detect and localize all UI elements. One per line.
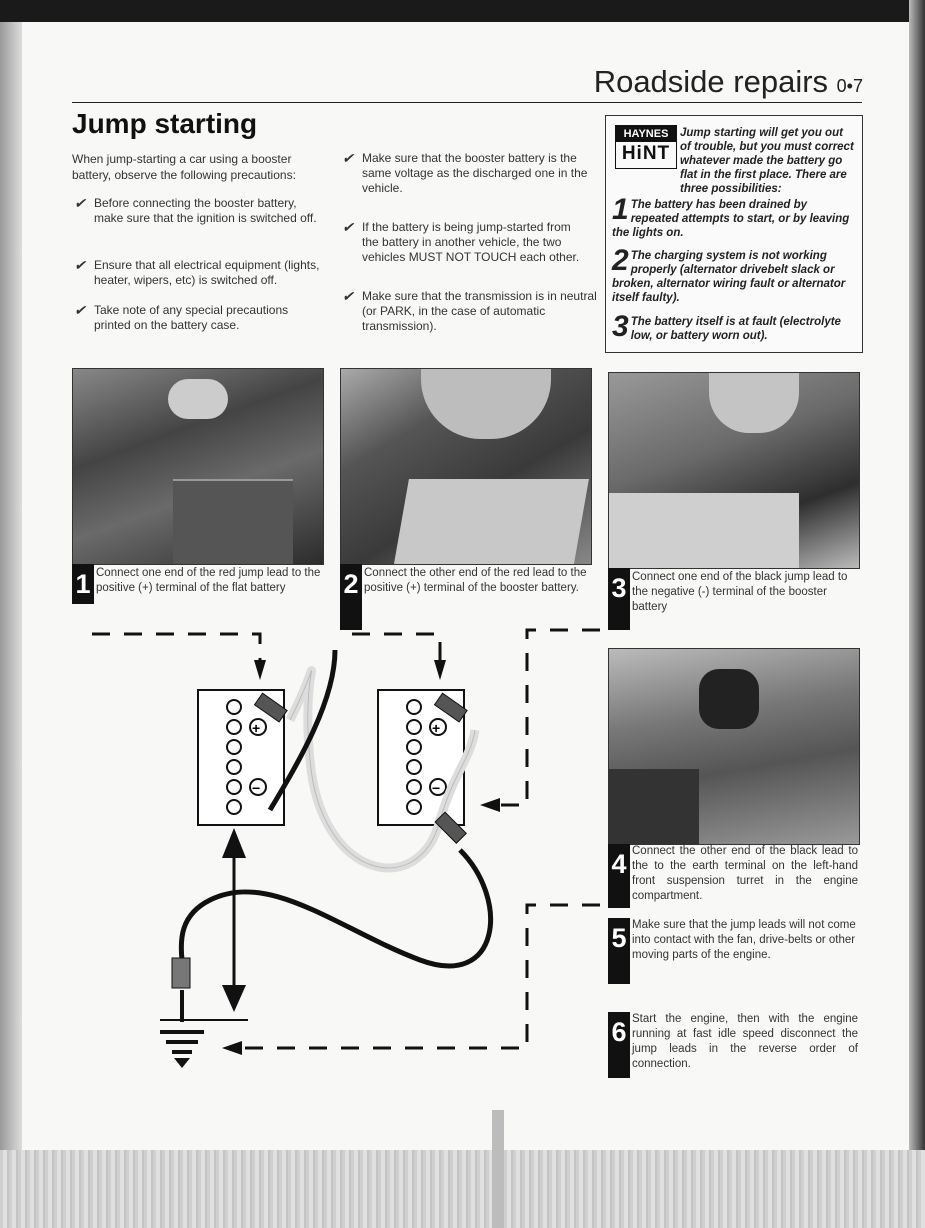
hint-item: 2 The charging system is not working properly (alternator drivebelt slack or broken, alternator wiring fault or alternator itself faulty).: [612, 244, 846, 304]
precaution-item: ✔ Make sure that the booster battery is the same voltage as the discharged one in the vehicle.: [342, 150, 588, 195]
check-icon: ✔: [74, 257, 86, 273]
book-spine: [492, 1110, 504, 1228]
svg-text:−: −: [432, 780, 441, 796]
scan-bottom-strip: [0, 1150, 925, 1228]
intro-text: When jump-starting a car using a booster battery, observe the following precautions:: [72, 152, 296, 182]
step-number: 6: [608, 1012, 630, 1078]
hint-item: 1 The battery has been drained by repeated attempts to start, or by leaving the lights on.: [612, 193, 850, 239]
precaution-item: ✔ If the battery is being jump-started from the battery in another vehicle, the two vehicles MUST NOT TOUCH each other.: [342, 219, 580, 264]
svg-text:+: +: [252, 720, 261, 736]
check-icon: ✔: [342, 150, 354, 166]
step-caption: Connect one end of the red jump lead to the positive (+) terminal of the flat battery: [96, 567, 321, 594]
step-number: 5: [608, 918, 630, 984]
step-number: 2: [340, 564, 362, 630]
precaution-item: ✔ Make sure that the transmission is in neutral (or PARK, in the case of automatic transmission).: [342, 288, 597, 333]
step-caption: Connect the other end of the black lead to the to the earth terminal on the left-hand front suspension turret in the engine compartment.: [632, 845, 858, 902]
step-number: 1: [72, 564, 94, 604]
hint-item: 3 The battery itself is at fault (electrolyte low, or battery worn out).: [612, 310, 841, 343]
step-number: 4: [608, 844, 630, 908]
page-title: Jump starting: [72, 108, 258, 139]
hint-intro: Jump starting will get you out of trouble, but you must correct whatever made the battery go flat in the first place. There are three possibilities:: [680, 127, 854, 195]
check-icon: ✔: [74, 195, 86, 211]
section-title: Roadside repairs: [593, 64, 829, 99]
page-number: 0•7: [836, 76, 863, 96]
check-icon: ✔: [342, 288, 354, 304]
precaution-item: ✔ Ensure that all electrical equipment (lights, heater, wipers, etc) is switched off.: [74, 257, 320, 287]
svg-text:−: −: [252, 780, 261, 796]
precaution-item: ✔ Take note of any special precautions printed on the battery case.: [74, 302, 289, 332]
step-caption: Make sure that the jump leads will not come into contact with the fan, drive-belts or other moving parts of the engine.: [632, 919, 856, 961]
dashed-guide-lines: [92, 630, 600, 1048]
check-icon: ✔: [74, 302, 86, 318]
haynes-hint-logo: HAYNES HiNT: [615, 125, 677, 169]
step-caption: Start the engine, then with the engine running at fast idle speed disconnect the jump leads in the reverse order of connection.: [632, 1013, 858, 1070]
precaution-item: ✔ Before connecting the booster battery, make sure that the ignition is switched off.: [74, 195, 317, 225]
step-number: 3: [608, 568, 630, 630]
svg-text:+: +: [432, 720, 441, 736]
step-caption: Connect one end of the black jump lead to the negative (-) terminal of the booster battery: [632, 571, 848, 613]
check-icon: ✔: [342, 219, 354, 235]
step-caption: Connect the other end of the red lead to the positive (+) terminal of the booster battery.: [364, 567, 587, 594]
negative-lead: [181, 850, 490, 966]
